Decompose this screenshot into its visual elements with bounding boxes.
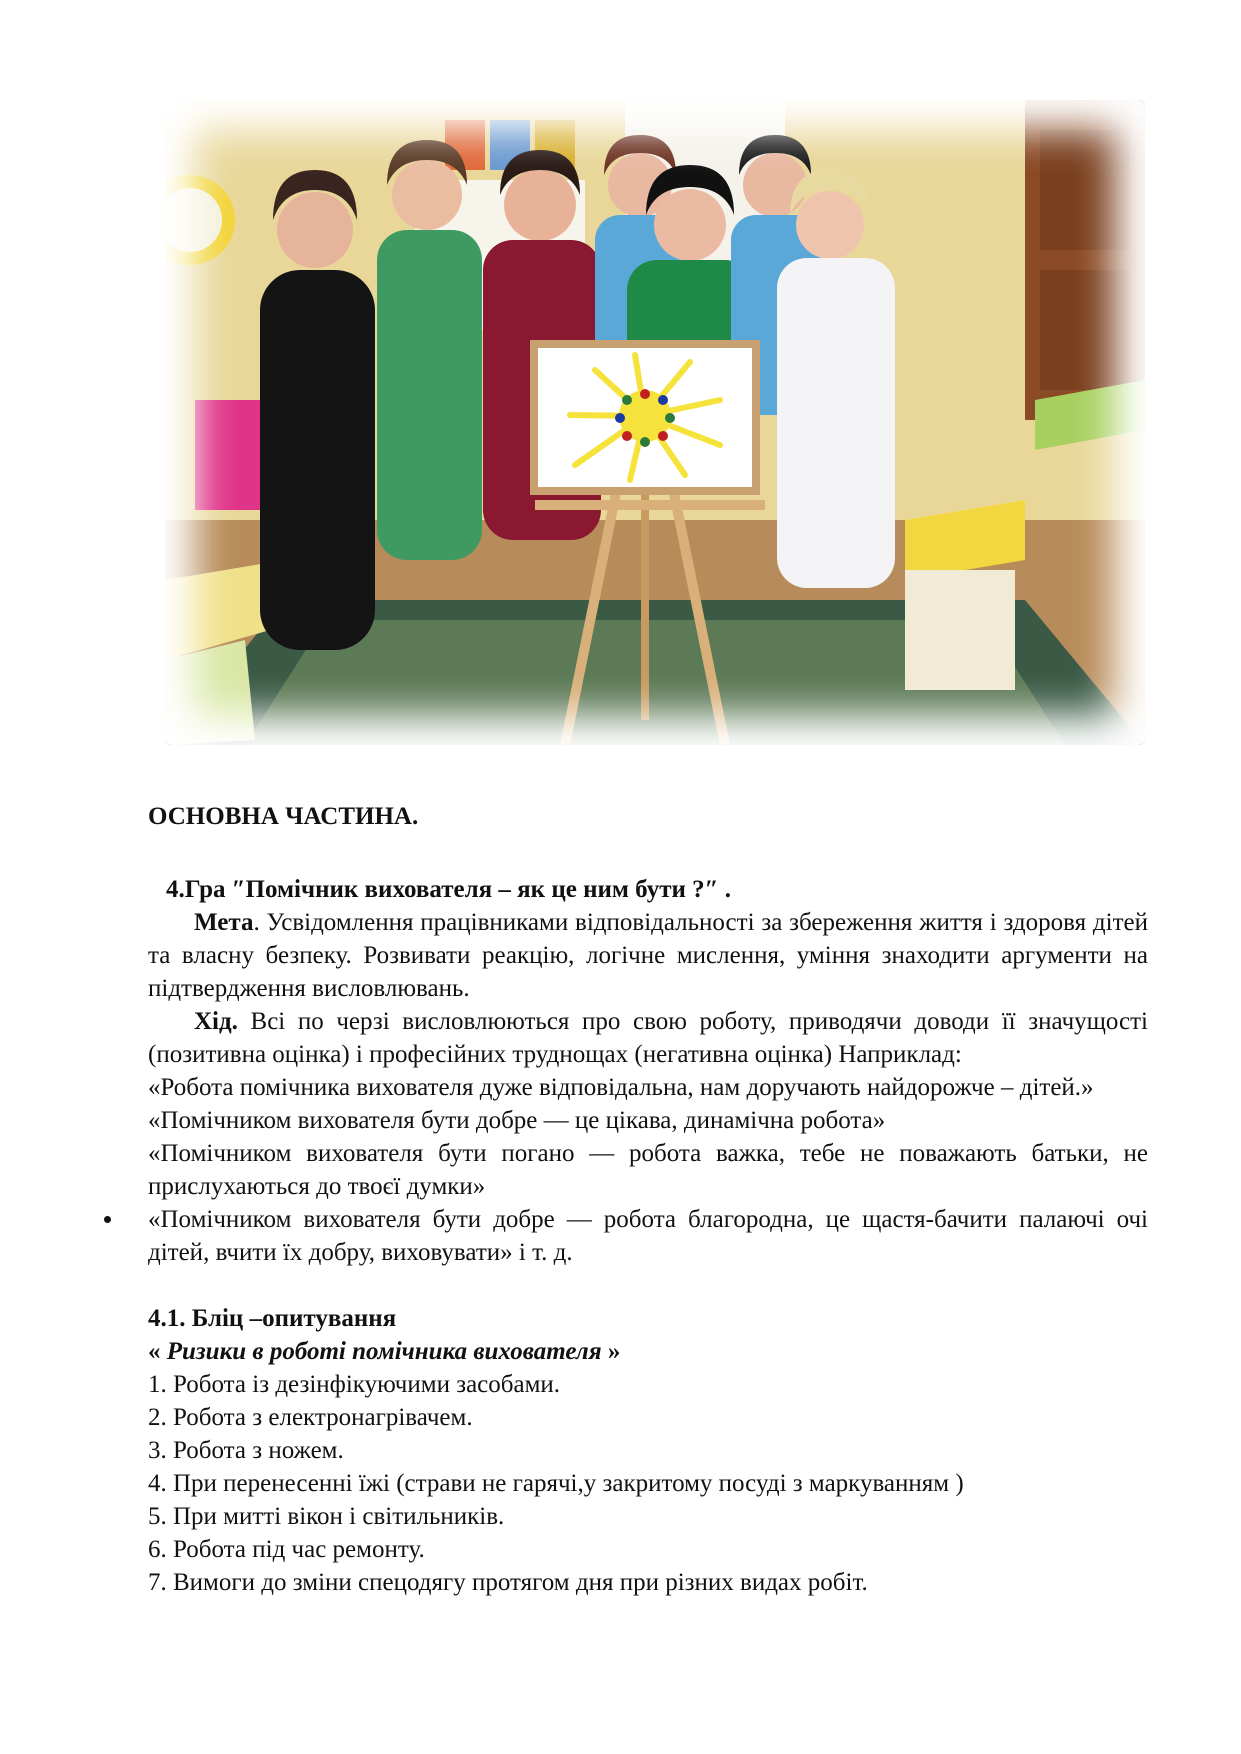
goal-text: . Усвідомлення працівниками відповідальності за збереження життя і здоровя дітей та власну безпеку. Розвивати реакцію, логічне мислення, уміння знаходити аргументи на підтвердження висловлювань. xyxy=(148,909,1148,1002)
quote-close: » xyxy=(601,1338,621,1365)
blitz-subtitle-text: Ризики в роботі помічника вихователя xyxy=(166,1338,602,1365)
blitz-subtitle xyxy=(148,1335,1148,1368)
quote-open: « xyxy=(148,1338,167,1365)
list-item: 4. При перенесенні їжі (страви не гарячі,у закритому посуді з маркуванням ) xyxy=(148,1470,964,1497)
bullet-item xyxy=(148,1203,1148,1269)
risk-list xyxy=(148,1368,1148,1599)
bullet-dot-icon xyxy=(104,1216,111,1223)
group-photo xyxy=(165,100,1145,745)
blitz-title: 4.1. Бліц –опитування xyxy=(148,1305,397,1332)
game-title: 4.Гра ″Помічник вихователя – як це ним бути ?″ . xyxy=(166,876,731,903)
quote-1: «Робота помічника вихователя дуже відповідальна, нам доручають найдорожче – дітей.» xyxy=(148,1074,1094,1101)
goal-label: Мета xyxy=(194,909,254,936)
document-text xyxy=(148,800,1148,1599)
quote-3: «Помічником вихователя бути погано — робота важка, тебе не поважають батьки, не прислухаються до твоєї думки» xyxy=(148,1140,1148,1200)
course-text: Всі по черзі висловлюються про свою роботу, приводячи доводи її значущості (позитивна оцінка) і професійних труднощах (негативна оцінка) Наприклад: xyxy=(148,1008,1148,1068)
list-item: 5. При митті вікон і світильників. xyxy=(148,1503,505,1530)
list-item: 7. Вимоги до зміни спецодягу протягом дня при різних видах робіт. xyxy=(148,1569,868,1596)
blitz-section xyxy=(148,1302,1148,1599)
course-label: Хід. xyxy=(194,1008,238,1035)
goal-paragraph xyxy=(148,906,1148,1005)
list-item: 3. Робота з ножем. xyxy=(148,1437,344,1464)
course-paragraph xyxy=(148,1005,1148,1071)
section-heading: ОСНОВНА ЧАСТИНА. xyxy=(148,803,419,830)
list-item: 6. Робота під час ремонту. xyxy=(148,1536,425,1563)
quote-4: «Помічником вихователя бути добре — робота благородна, це щастя-бачити палаючі очі дітей, вчити їх добру, виховувати» і т. д. xyxy=(148,1206,1148,1266)
quote-2: «Помічником вихователя бути добре — це цікава, динамічна робота» xyxy=(148,1107,886,1134)
photo-illustration xyxy=(165,100,1145,745)
list-item: 2. Робота з електронагрівачем. xyxy=(148,1404,473,1431)
list-item: 1. Робота із дезінфікуючими засобами. xyxy=(148,1371,561,1398)
